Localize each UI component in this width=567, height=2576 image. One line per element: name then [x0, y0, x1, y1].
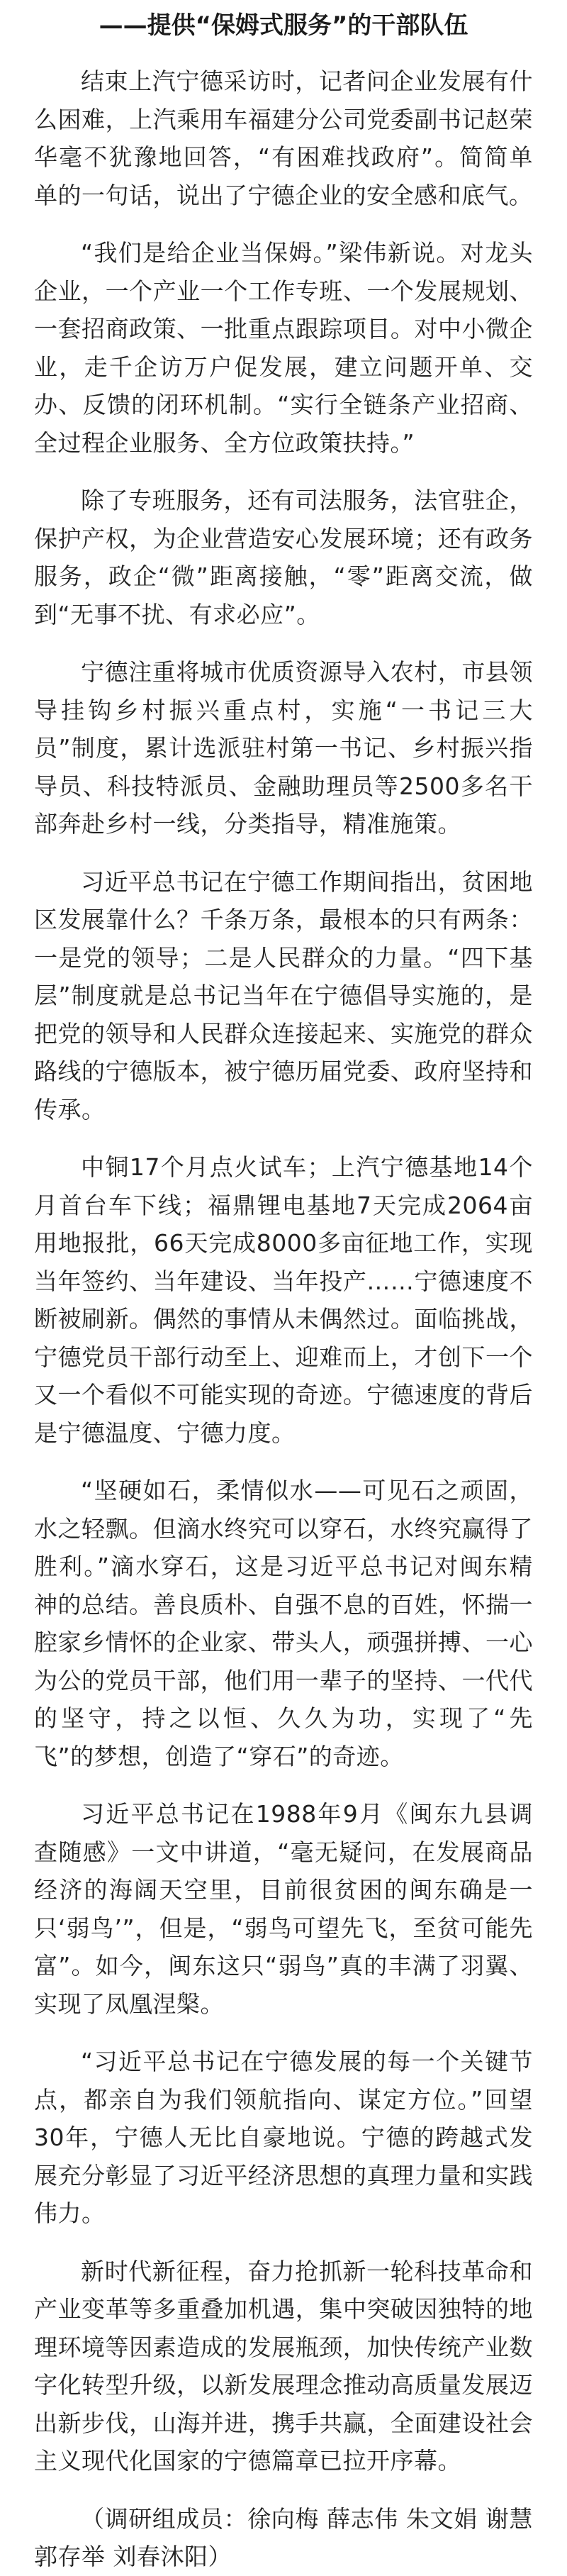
article-paragraph: “坚硬如石，柔情似水——可见石之顽固，水之轻飘。但滴水终究可以穿石，水终究赢得了胜利。”滴水穿石，这是习近平总书记对闽东精神的总结。善良质朴、自强不息的百姓，怀揣一腔家乡情怀的企业家、带头人，顽强拼搏、一心为公的党员干部，他们用一辈子的坚持、一代代的坚守，持之以恒、久久为功，实现了“先飞”的梦想，创造了“穿石”的奇迹。	[34, 1477, 533, 1770]
article-paragraph: 除了专班服务，还有司法服务，法官驻企，保护产权，为企业营造安心发展环境；还有政务服务，政企“微”距离接触，“零”距离交流，做到“无事不扰、有求必应”。	[34, 487, 533, 628]
article-paragraph: 习近平总书记在宁德工作期间指出，贫困地区发展靠什么？千条万条，最根本的只有两条：一是党的领导；二是人民群众的力量。“四下基层”制度就是总书记当年在宁德倡导实施的，是把党的领导和人民群众连接起来、实施党的群众路线的宁德版本，被宁德历届党委、政府坚持和传承。	[34, 867, 533, 1123]
article-paragraph: 宁德注重将城市优质资源导入农村，市县领导挂钩乡村振兴重点村，实施“一书记三大员”制度，累计选派驻村第一书记、乡村振兴指导员、科技特派员、金融助理员等2500多名干部奔赴乡村一线，分类指导，精准施策。	[34, 658, 533, 838]
section-subheading: ——提供“保姆式服务”的干部队伍	[99, 11, 468, 40]
article-paragraph: 结束上汽宁德采访时，记者问企业发展有什么困难，上汽乘用车福建分公司党委副书记赵荣华毫不犹豫地回答，“有困难找政府”。简简单单的一句话，说出了宁德企业的安全感和底气。	[34, 67, 533, 209]
article-paragraph: 习近平总书记在1988年9月《闽东九县调查随感》一文中讲道，“毫无疑问，在发展商品经济的海阔天空里，目前很贫困的闽东确是一只‘弱鸟’”，但是，“弱鸟可望先飞，至贫可能先富”。如今，闽东这只“弱鸟”真的丰满了羽翼、实现了凤凰涅槃。	[34, 1800, 533, 2018]
article-paragraph: 中铜17个月点火试车；上汽宁德基地14个月首台车下线；福鼎锂电基地7天完成2064亩用地报批，66天完成8000多亩征地工作，实现当年签约、当年建设、当年投产……宁德速度不断被刷新。偶然的事情从未偶然过。面临挑战，宁德党员干部行动至上、迎难而上，才创下一个又一个看似不可能实现的奇迹。宁德速度的背后是宁德温度、宁德力度。	[34, 1153, 533, 1447]
article-paragraph: “习近平总书记在宁德发展的每一个关键节点，都亲自为我们领航指向、谋定方位。”回望30年，宁德人无比自豪地说。宁德的跨越式发展充分彰显了习近平经济思想的真理力量和实践伟力。	[34, 2048, 533, 2227]
research-team-credits: （调研组成员：徐向梅 薛志伟 朱文娟 谢慧 郭存举 刘春沐阳）	[34, 2504, 533, 2570]
article-paragraph: 新时代新征程，奋力抢抓新一轮科技革命和产业变革等多重叠加机遇，集中突破因独特的地理环境等因素造成的发展瓶颈，加快传统产业数字化转型升级，以新发展理念推动高质量发展迈出新步伐，山海并进，携手共赢，全面建设社会主义现代化国家的宁德篇章已拉开序幕。	[34, 2257, 533, 2475]
article-paragraph: “我们是给企业当保姆。”梁伟新说。对龙头企业，一个产业一个工作专班、一个发展规划、一套招商政策、一批重点跟踪项目。对中小微企业，走千企访万户促发展，建立问题开单、交办、反馈的闭环机制。“实行全链条产业招商、全过程企业服务、全方位政策扶持。”	[34, 239, 533, 457]
